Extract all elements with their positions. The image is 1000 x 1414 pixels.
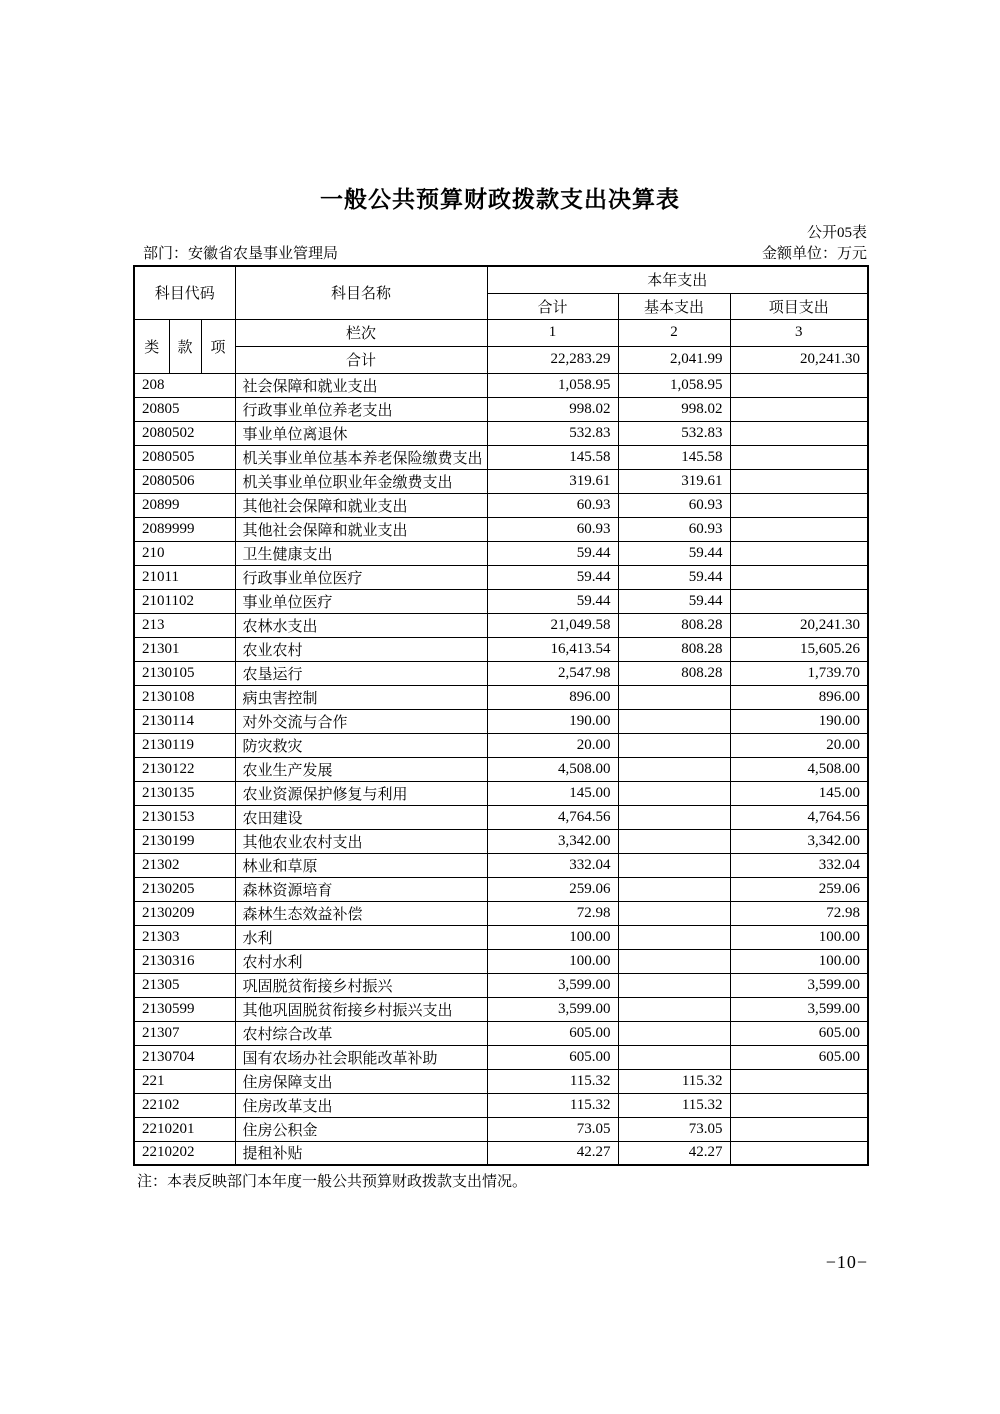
subject-code-cell: 210: [134, 541, 235, 565]
total-amount-cell: 259.06: [487, 877, 618, 901]
subject-code-cell: 2101102: [134, 589, 235, 613]
project-amount-cell: 896.00: [730, 685, 868, 709]
header-current-year-expenditure: 本年支出: [487, 266, 868, 293]
subject-code-cell: 2080505: [134, 445, 235, 469]
subject-name-cell: 水利: [235, 925, 487, 949]
basic-amount-cell: 808.28: [618, 661, 730, 685]
basic-amount-cell: 59.44: [618, 589, 730, 613]
table-row: [134, 709, 868, 733]
subject-name-cell: 行政事业单位医疗: [235, 565, 487, 589]
project-amount-cell: [730, 1141, 868, 1165]
subject-name-cell: 其他社会保障和就业支出: [235, 493, 487, 517]
total-amount-cell: 42.27: [487, 1141, 618, 1165]
total-amount-cell: 73.05: [487, 1117, 618, 1141]
table-row: [134, 973, 868, 997]
subject-name-cell: 其他巩固脱贫衔接乡村振兴支出: [235, 997, 487, 1021]
project-amount-cell: 3,342.00: [730, 829, 868, 853]
project-amount-cell: [730, 1069, 868, 1093]
subject-name-cell: 事业单位医疗: [235, 589, 487, 613]
total-amount-cell: 16,413.54: [487, 637, 618, 661]
total-amount-cell: 605.00: [487, 1021, 618, 1045]
basic-amount-cell: [618, 1045, 730, 1069]
table-row: [134, 661, 868, 685]
project-amount-cell: [730, 517, 868, 541]
subject-code-cell: 21011: [134, 565, 235, 589]
subject-code-cell: 2130205: [134, 877, 235, 901]
subject-code-cell: 2210201: [134, 1117, 235, 1141]
subject-name-cell: 林业和草原: [235, 853, 487, 877]
table-row: [134, 469, 868, 493]
subject-name-cell: 农业资源保护修复与利用: [235, 781, 487, 805]
subject-name-cell: 对外交流与合作: [235, 709, 487, 733]
table-row: [134, 853, 868, 877]
subject-code-cell: 21303: [134, 925, 235, 949]
total-amount-cell: 59.44: [487, 565, 618, 589]
total-amount-cell: 60.93: [487, 493, 618, 517]
basic-amount-cell: 115.32: [618, 1069, 730, 1093]
project-amount-cell: [730, 1117, 868, 1141]
project-amount-cell: [730, 1093, 868, 1117]
total-amount-cell: 145.58: [487, 445, 618, 469]
total-amount-cell: 3,599.00: [487, 997, 618, 1021]
table-body: [134, 373, 868, 1165]
basic-amount-cell: 59.44: [618, 541, 730, 565]
total-amount-cell: 3,342.00: [487, 829, 618, 853]
subject-code-cell: 2210202: [134, 1141, 235, 1165]
table-row: [134, 997, 868, 1021]
header-item: 项: [201, 319, 235, 373]
subject-code-cell: 2130209: [134, 901, 235, 925]
project-amount-cell: [730, 589, 868, 613]
grand-total-label: 合计: [235, 346, 487, 373]
header-subject-name: 科目名称: [235, 266, 487, 319]
header-row-lanci: [134, 319, 868, 346]
project-amount-cell: 3,599.00: [730, 997, 868, 1021]
project-amount-cell: [730, 421, 868, 445]
subject-code-cell: 213: [134, 613, 235, 637]
total-amount-cell: 21,049.58: [487, 613, 618, 637]
table-row: [134, 613, 868, 637]
subject-name-cell: 卫生健康支出: [235, 541, 487, 565]
header-col-project: 项目支出: [730, 293, 868, 319]
table-row: [134, 1141, 868, 1165]
basic-amount-cell: 808.28: [618, 613, 730, 637]
project-amount-cell: 100.00: [730, 949, 868, 973]
amount-unit-label: 金额单位：万元: [761, 246, 867, 262]
subject-code-cell: 2130122: [134, 757, 235, 781]
form-number: 公开05表: [806, 225, 867, 241]
basic-amount-cell: [618, 1021, 730, 1045]
project-amount-cell: 20,241.30: [730, 613, 868, 637]
project-amount-cell: 4,764.56: [730, 805, 868, 829]
column-number-1: 1: [487, 319, 618, 346]
total-amount-cell: 59.44: [487, 589, 618, 613]
basic-amount-cell: [618, 949, 730, 973]
subject-name-cell: 农业农村: [235, 637, 487, 661]
project-amount-cell: [730, 541, 868, 565]
total-amount-cell: 2,547.98: [487, 661, 618, 685]
basic-amount-cell: [618, 997, 730, 1021]
basic-amount-cell: 42.27: [618, 1141, 730, 1165]
basic-amount-cell: 532.83: [618, 421, 730, 445]
total-amount-cell: 190.00: [487, 709, 618, 733]
total-amount-cell: 896.00: [487, 685, 618, 709]
subject-name-cell: 住房公积金: [235, 1117, 487, 1141]
subject-name-cell: 国有农场办社会职能改革补助: [235, 1045, 487, 1069]
page-title: 一般公共预算财政拨款支出决算表: [320, 186, 680, 212]
subject-name-cell: 农田建设: [235, 805, 487, 829]
project-amount-cell: 3,599.00: [730, 973, 868, 997]
project-amount-cell: 100.00: [730, 925, 868, 949]
table-row: [134, 565, 868, 589]
basic-amount-cell: [618, 829, 730, 853]
basic-amount-cell: 319.61: [618, 469, 730, 493]
page-number: −10−: [825, 1252, 868, 1272]
basic-amount-cell: [618, 901, 730, 925]
total-amount-cell: 115.32: [487, 1093, 618, 1117]
project-amount-cell: 605.00: [730, 1045, 868, 1069]
total-amount-cell: 100.00: [487, 925, 618, 949]
subject-code-cell: 2130599: [134, 997, 235, 1021]
table-row: [134, 1045, 868, 1069]
project-amount-cell: 332.04: [730, 853, 868, 877]
project-amount-cell: [730, 565, 868, 589]
project-amount-cell: 20.00: [730, 733, 868, 757]
total-amount-cell: 3,599.00: [487, 973, 618, 997]
project-amount-cell: 259.06: [730, 877, 868, 901]
project-amount-cell: 605.00: [730, 1021, 868, 1045]
subject-code-cell: 21301: [134, 637, 235, 661]
subject-name-cell: 农村综合改革: [235, 1021, 487, 1045]
department-label: 部门：安徽省农垦事业管理局: [143, 246, 339, 262]
subject-code-cell: 2130199: [134, 829, 235, 853]
basic-amount-cell: 115.32: [618, 1093, 730, 1117]
basic-amount-cell: [618, 733, 730, 757]
project-amount-cell: 4,508.00: [730, 757, 868, 781]
basic-amount-cell: 60.93: [618, 517, 730, 541]
header-section: 款: [169, 319, 201, 373]
header-class: 类: [134, 319, 169, 373]
table-row: [134, 1117, 868, 1141]
basic-amount-cell: 808.28: [618, 637, 730, 661]
table-row: [134, 589, 868, 613]
grand-total-basic: 2,041.99: [618, 346, 730, 373]
header-col-total: 合计: [487, 293, 618, 319]
subject-code-cell: 2130316: [134, 949, 235, 973]
project-amount-cell: 72.98: [730, 901, 868, 925]
table-row: [134, 373, 868, 397]
subject-name-cell: 防灾救灾: [235, 733, 487, 757]
header-col-basic: 基本支出: [618, 293, 730, 319]
meta-line: [133, 245, 867, 263]
basic-amount-cell: [618, 757, 730, 781]
project-amount-cell: [730, 373, 868, 397]
header-row-1: [134, 266, 868, 293]
total-amount-cell: 4,764.56: [487, 805, 618, 829]
subject-code-cell: 2130153: [134, 805, 235, 829]
subject-name-cell: 提租补贴: [235, 1141, 487, 1165]
total-amount-cell: 115.32: [487, 1069, 618, 1093]
table-row: [134, 757, 868, 781]
subject-name-cell: 农业生产发展: [235, 757, 487, 781]
basic-amount-cell: 1,058.95: [618, 373, 730, 397]
total-amount-cell: 145.00: [487, 781, 618, 805]
subject-code-cell: 2130105: [134, 661, 235, 685]
subject-name-cell: 森林生态效益补偿: [235, 901, 487, 925]
basic-amount-cell: [618, 781, 730, 805]
subject-code-cell: 2130704: [134, 1045, 235, 1069]
basic-amount-cell: 59.44: [618, 565, 730, 589]
total-amount-cell: 1,058.95: [487, 373, 618, 397]
subject-name-cell: 机关事业单位基本养老保险缴费支出: [235, 445, 487, 469]
table-row: [134, 517, 868, 541]
subject-code-cell: 2080502: [134, 421, 235, 445]
column-number-3: 3: [730, 319, 868, 346]
total-amount-cell: 60.93: [487, 517, 618, 541]
project-amount-cell: [730, 493, 868, 517]
subject-code-cell: 21305: [134, 973, 235, 997]
table-row: [134, 805, 868, 829]
basic-amount-cell: [618, 853, 730, 877]
subject-name-cell: 巩固脱贫衔接乡村振兴: [235, 973, 487, 997]
table-row: [134, 493, 868, 517]
subject-name-cell: 农村水利: [235, 949, 487, 973]
basic-amount-cell: 145.58: [618, 445, 730, 469]
basic-amount-cell: 73.05: [618, 1117, 730, 1141]
project-amount-cell: [730, 469, 868, 493]
table-row: [134, 949, 868, 973]
subject-name-cell: 农垦运行: [235, 661, 487, 685]
subject-name-cell: 森林资源培育: [235, 877, 487, 901]
table-row: [134, 877, 868, 901]
total-amount-cell: 532.83: [487, 421, 618, 445]
project-amount-cell: 145.00: [730, 781, 868, 805]
subject-code-cell: 2130108: [134, 685, 235, 709]
subject-code-cell: 22102: [134, 1093, 235, 1117]
table-row: [134, 1093, 868, 1117]
table-row: [134, 541, 868, 565]
document-content: [133, 186, 867, 1191]
table-row: [134, 421, 868, 445]
subject-name-cell: 事业单位离退休: [235, 421, 487, 445]
total-amount-cell: 59.44: [487, 541, 618, 565]
subject-code-cell: 20899: [134, 493, 235, 517]
subject-code-cell: 221: [134, 1069, 235, 1093]
grand-total-project: 20,241.30: [730, 346, 868, 373]
grand-total-row: [134, 346, 868, 373]
table-row: [134, 637, 868, 661]
table-row: [134, 901, 868, 925]
subject-code-cell: 20805: [134, 397, 235, 421]
project-amount-cell: 15,605.26: [730, 637, 868, 661]
table-row: [134, 685, 868, 709]
basic-amount-cell: [618, 685, 730, 709]
grand-total-total: 22,283.29: [487, 346, 618, 373]
table-row: [134, 925, 868, 949]
subject-name-cell: 农林水支出: [235, 613, 487, 637]
subject-code-cell: 2130135: [134, 781, 235, 805]
subject-code-cell: 2080506: [134, 469, 235, 493]
project-amount-cell: [730, 445, 868, 469]
expenditure-table: [133, 265, 869, 1166]
table-note: 注：本表反映部门本年度一般公共预算财政拨款支出情况。: [137, 1174, 528, 1190]
subject-code-cell: 208: [134, 373, 235, 397]
basic-amount-cell: [618, 877, 730, 901]
subject-name-cell: 其他农业农村支出: [235, 829, 487, 853]
subject-name-cell: 社会保障和就业支出: [235, 373, 487, 397]
total-amount-cell: 20.00: [487, 733, 618, 757]
subject-code-cell: 2089999: [134, 517, 235, 541]
subject-name-cell: 住房保障支出: [235, 1069, 487, 1093]
subject-name-cell: 机关事业单位职业年金缴费支出: [235, 469, 487, 493]
table-row: [134, 1021, 868, 1045]
basic-amount-cell: [618, 925, 730, 949]
subject-code-cell: 21302: [134, 853, 235, 877]
project-amount-cell: [730, 397, 868, 421]
table-row: [134, 733, 868, 757]
basic-amount-cell: [618, 709, 730, 733]
basic-amount-cell: [618, 805, 730, 829]
subject-code-cell: 2130114: [134, 709, 235, 733]
subject-name-cell: 病虫害控制: [235, 685, 487, 709]
subject-code-cell: 2130119: [134, 733, 235, 757]
table-row: [134, 1069, 868, 1093]
total-amount-cell: 4,508.00: [487, 757, 618, 781]
table-row: [134, 397, 868, 421]
basic-amount-cell: 60.93: [618, 493, 730, 517]
subject-name-cell: 住房改革支出: [235, 1093, 487, 1117]
column-number-2: 2: [618, 319, 730, 346]
total-amount-cell: 72.98: [487, 901, 618, 925]
basic-amount-cell: [618, 973, 730, 997]
project-amount-cell: 190.00: [730, 709, 868, 733]
total-amount-cell: 100.00: [487, 949, 618, 973]
total-amount-cell: 332.04: [487, 853, 618, 877]
subject-name-cell: 其他社会保障和就业支出: [235, 517, 487, 541]
total-amount-cell: 319.61: [487, 469, 618, 493]
table-row: [134, 445, 868, 469]
table-row: [134, 829, 868, 853]
total-amount-cell: 605.00: [487, 1045, 618, 1069]
project-amount-cell: 1,739.70: [730, 661, 868, 685]
table-row: [134, 781, 868, 805]
total-amount-cell: 998.02: [487, 397, 618, 421]
subject-name-cell: 行政事业单位养老支出: [235, 397, 487, 421]
basic-amount-cell: 998.02: [618, 397, 730, 421]
lanci-label: 栏次: [235, 319, 487, 346]
table-header: [134, 266, 868, 373]
header-subject-code: 科目代码: [134, 266, 235, 319]
subject-code-cell: 21307: [134, 1021, 235, 1045]
